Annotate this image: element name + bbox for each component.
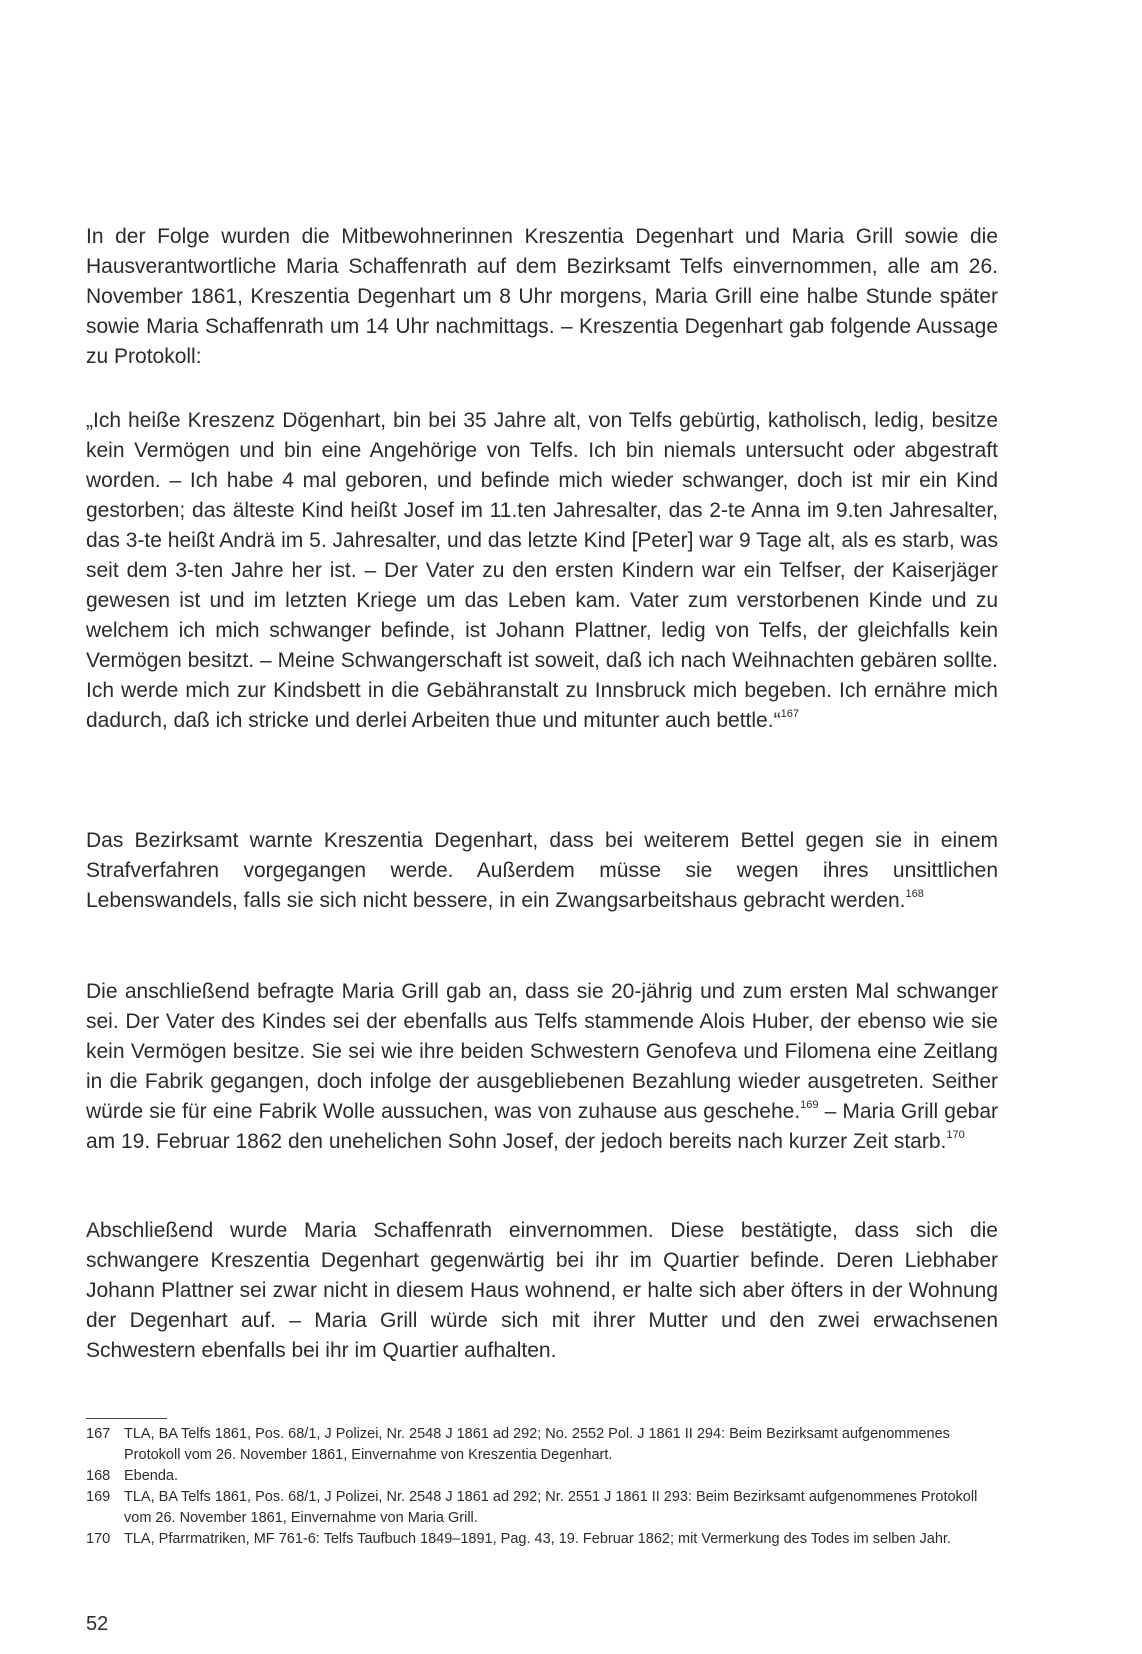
paragraph-text: Die anschließend befragte Maria Grill gab an, dass sie 20-jährig und zum ersten Mal schwanger sei. Der Vater des Kindes sei der ebenfalls aus Telfs stammende Alois Huber, der ebenso wie sie kein Vermögen besitze. Sie sei wie ihre beiden Schwestern Genofeva und Filomena eine Zeitlang in die Fabrik gegangen, doch infolge der ausgebliebenen Bezahlung wieder ausgetreten. Seither würde sie für eine Fabrik Wolle aussuchen, was von zuhause aus geschehe. bbox=[86, 980, 998, 1123]
footnote bbox=[86, 1487, 1006, 1529]
footnote bbox=[86, 1466, 1006, 1487]
footnote-number: 167 bbox=[86, 1426, 111, 1442]
testimony-quote-paragraph bbox=[86, 406, 998, 736]
paragraph-text: In der Folge wurden die Mitbewohnerinnen Kreszentia Degenhart und Maria Grill sowie die Hausverantwortliche Maria Schaffenrath auf dem Bezirksamt Telfs einvernommen, alle am 26. November 1861, Kreszentia Degenhart um 8 Uhr morgens, Maria Grill eine halbe Stunde später sowie Maria Schaffenrath um 14 Uhr nachmittags. – Kreszentia Degenhart gab folgende Aussage zu Protokoll: bbox=[86, 225, 998, 368]
footnote-reference: 170 bbox=[946, 1129, 965, 1141]
footnote-reference: 169 bbox=[800, 1099, 819, 1111]
footnote-number: 169 bbox=[86, 1489, 111, 1505]
footnotes-section bbox=[86, 1424, 1006, 1550]
footnote-text: Ebenda. bbox=[124, 1468, 179, 1484]
body-paragraph bbox=[86, 826, 998, 916]
footnote bbox=[86, 1529, 1006, 1550]
body-paragraph bbox=[86, 222, 998, 372]
footnote-reference: 168 bbox=[905, 888, 924, 900]
footnote-text: TLA, BA Telfs 1861, Pos. 68/1, J Polizei, Nr. 2548 J 1861 ad 292; No. 2552 Pol. J 1861 II 294: Beim Bezirksamt aufgenommenes Protokoll vom 26. November 1861, Einvernahme von Kreszentia Degenhart. bbox=[124, 1426, 950, 1463]
footnote-text: TLA, BA Telfs 1861, Pos. 68/1, J Polizei, Nr. 2548 J 1861 ad 292; Nr. 2551 J 1861 II 293: Beim Bezirksamt aufgenommenes Protokoll vom 26. November 1861, Einvernahme von Maria Grill. bbox=[124, 1489, 978, 1526]
paragraph-text: Das Bezirksamt warnte Kreszentia Degenhart, dass bei weiterem Bettel gegen sie in einem Strafverfahren vorgegangen werde. Außerdem müsse sie wegen ihres unsittlichen Lebenswandels, falls sie sich nicht bessere, in ein Zwangsarbeitshaus gebracht werden. bbox=[86, 829, 998, 912]
footnote-number: 170 bbox=[86, 1531, 111, 1547]
footnote-divider bbox=[86, 1418, 167, 1419]
paragraph-text: „Ich heiße Kreszenz Dögenhart, bin bei 35 Jahre alt, von Telfs gebürtig, katholisch, ledig, besitze kein Vermögen und bin eine Angehörige von Telfs. Ich bin niemals untersucht oder abgestraft worden. – Ich habe 4 mal geboren, und befinde mich wieder schwanger, doch ist mir ein Kind gestorben; das älteste Kind heißt Josef im 11.ten Jahresalter, das 2-te Anna im 9.ten Jahresalter, das 3-te heißt Andrä im 5. Jahresalter, und das letzte Kind [Peter] war 9 Tage alt, als es starb, was seit dem 3-ten Jahre her ist. – Der Vater zu den ersten Kindern war ein Telfser, der Kaiserjäger gewesen ist und im letzten Kriege um das Leben kam. Vater zum verstorbenen Kinde und zu welchem ich mich schwanger befinde, ist Johann Plattner, ledig von Telfs, der gleichfalls kein Vermögen besitzt. – Meine Schwangerschaft ist soweit, daß ich nach Weihnachten gebären sollte. Ich werde mich zur Kindsbett in die Gebähranstalt zu Innsbruck mich begeben. Ich ernähre mich dadurch, daß ich stricke und derlei Arbeiten thue und mitunter auch bettle.“ bbox=[86, 409, 998, 732]
body-paragraph bbox=[86, 1216, 998, 1366]
footnote-number: 168 bbox=[86, 1468, 111, 1484]
paragraph-text: Abschließend wurde Maria Schaffenrath einvernommen. Diese bestätigte, dass sich die schwangere Kreszentia Degenhart gegenwärtig bei ihr im Quartier befinde. Deren Liebhaber Johann Plattner sei zwar nicht in diesem Haus wohnend, er halte sich aber öfters in der Wohnung der Degenhart auf. – Maria Grill würde sich mit ihrer Mutter und den zwei erwachsenen Schwestern ebenfalls bei ihr im Quartier aufhalten. bbox=[86, 1219, 998, 1362]
page-number: 52 bbox=[86, 1613, 109, 1635]
footnote-reference: 167 bbox=[780, 708, 799, 720]
body-paragraph bbox=[86, 977, 998, 1157]
footnote-text: TLA, Pfarrmatriken, MF 761-6: Telfs Taufbuch 1849–1891, Pag. 43, 19. Februar 1862; mit Vermerkung des Todes im selben Jahr. bbox=[124, 1531, 951, 1547]
paragraph-text: – Maria Grill gebar am 19. Februar 1862 den unehelichen Sohn Josef, der jedoch bereits nach kurzer Zeit starb. bbox=[86, 1100, 998, 1153]
footnote bbox=[86, 1424, 1006, 1466]
